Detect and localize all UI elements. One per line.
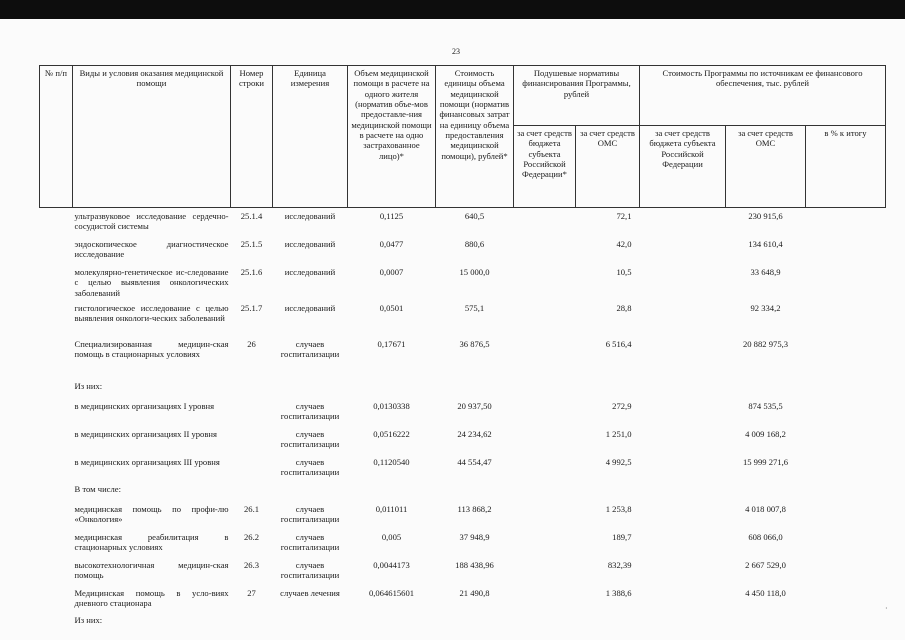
cell-unit: исследований <box>284 211 336 221</box>
header-unit: Единица измерения <box>273 66 348 208</box>
cell-no <box>40 482 73 501</box>
cell-no <box>40 613 73 632</box>
header-program-percent: в % к итогу <box>806 126 886 208</box>
cell-per-capita-budget <box>514 379 576 398</box>
cell-no <box>40 398 73 426</box>
table-row <box>40 585 886 613</box>
cell-per-capita-budget <box>514 557 576 585</box>
cell-program-budget <box>640 529 726 557</box>
cell-per-capita-budget <box>514 208 576 237</box>
cell-program-oms: 230 915,6 <box>748 211 783 221</box>
cell-program-percent <box>806 426 886 454</box>
cell-program-percent <box>806 501 886 529</box>
cell-unit-cost: 36 876,5 <box>459 339 490 349</box>
cell-unit: случаев госпитализации <box>280 504 340 525</box>
cell-unit-cost <box>436 482 514 501</box>
cell-unit-cost <box>436 613 514 632</box>
cell-row-number: 26 <box>247 339 256 349</box>
cell-row-number: 25.1.5 <box>240 239 263 249</box>
cell-program-percent <box>806 585 886 613</box>
cell-unit-cost: 640,5 <box>464 211 485 221</box>
cell-program-percent <box>806 482 886 501</box>
cell-volume <box>348 613 436 632</box>
cell-program-budget <box>640 501 726 529</box>
table-row <box>40 613 886 632</box>
table-row <box>40 529 886 557</box>
cell-program-oms: 4 009 168,2 <box>745 429 786 439</box>
cell-program-oms: 33 648,9 <box>750 267 781 277</box>
cell-program-percent <box>806 379 886 398</box>
cell-program-budget <box>640 613 726 632</box>
table-row <box>40 501 886 529</box>
cell-unit: исследований <box>284 267 336 277</box>
cell-program-oms: 15 999 271,6 <box>742 457 789 467</box>
cell-per-capita-oms: 1 251,0 <box>605 429 632 439</box>
cell-volume: 0,005 <box>381 532 402 542</box>
table-body <box>40 208 886 633</box>
table-row <box>40 398 886 426</box>
cell-unit-cost: 37 948,9 <box>459 532 490 542</box>
cell-per-capita-oms: 189,7 <box>612 532 632 542</box>
cell-unit: исследований <box>284 303 336 313</box>
cell-no <box>40 426 73 454</box>
cell-unit-cost: 113 868,2 <box>457 504 492 514</box>
cell-row-number: 25.1.7 <box>240 303 263 313</box>
cell-program-budget <box>640 482 726 501</box>
cell-row-number: 26.1 <box>243 504 260 514</box>
cell-program-oms: 92 334,2 <box>750 303 781 313</box>
cell-program-oms: 20 882 975,3 <box>742 339 789 349</box>
cell-unit-cost: 24 234,62 <box>457 429 492 439</box>
cell-per-capita-oms: 28,8 <box>616 303 632 313</box>
page-number: 23 <box>452 47 460 56</box>
cell-row-number <box>231 454 273 482</box>
header-per-capita-oms: за счет средств ОМС <box>576 126 640 208</box>
cell-volume <box>348 482 436 501</box>
cell-program-percent <box>806 336 886 379</box>
cell-per-capita-oms <box>576 482 640 501</box>
cell-program-oms: 608 066,0 <box>748 532 783 542</box>
cell-name: Медицинская помощь в усло-виях дневного стационара <box>74 588 229 609</box>
cell-no <box>40 557 73 585</box>
header-program-budget: за счет средств бюджета субъекта Российской Федерации <box>640 126 726 208</box>
cell-per-capita-budget <box>514 426 576 454</box>
cell-unit: случаев госпитализации <box>280 457 340 478</box>
cell-no <box>40 336 73 379</box>
table-row <box>40 208 886 237</box>
cell-program-budget <box>640 336 726 379</box>
cell-name: ультразвуковое исследование сердечно-сосудистой системы <box>74 211 229 232</box>
cell-per-capita-oms: 832,39 <box>607 560 632 570</box>
table-header <box>40 66 886 208</box>
table-row <box>40 454 886 482</box>
table-row <box>40 336 886 379</box>
cell-no <box>40 379 73 398</box>
cell-no <box>40 236 73 264</box>
cell-program-budget <box>640 300 726 336</box>
cell-row-number: 25.1.6 <box>240 267 263 277</box>
cell-no <box>40 208 73 237</box>
cell-program-budget <box>640 379 726 398</box>
cell-per-capita-budget <box>514 236 576 264</box>
cell-program-percent <box>806 208 886 237</box>
cell-unit: случаев госпитализации <box>280 532 340 553</box>
cell-program-percent <box>806 454 886 482</box>
cell-program-budget <box>640 236 726 264</box>
cell-name: высокотехнологичная медицин-ская помощь <box>74 560 229 581</box>
cell-volume: 0,1125 <box>379 211 404 221</box>
cell-per-capita-budget <box>514 300 576 336</box>
cell-name: медицинская помощь по профи-лю «Онкология» <box>74 504 229 525</box>
header-per-capita: Подушевые нормативы финансирования Программы, рублей <box>514 66 640 126</box>
cell-volume: 0,1120540 <box>373 457 410 467</box>
cell-row-number: 26.3 <box>243 560 260 570</box>
cell-volume: 0,064615601 <box>368 588 415 598</box>
cell-per-capita-oms: 4 992,5 <box>605 457 632 467</box>
cell-volume: 0,17671 <box>377 339 406 349</box>
cell-no <box>40 529 73 557</box>
cell-per-capita-oms: 10,5 <box>616 267 632 277</box>
cell-unit-cost: 20 937,50 <box>457 401 492 411</box>
cell-per-capita-budget <box>514 454 576 482</box>
cell-name: в медицинских организациях II уровня <box>74 429 217 439</box>
header-no: № п/п <box>40 66 73 208</box>
table-row <box>40 379 886 398</box>
cell-unit: случаев госпитализации <box>280 401 340 422</box>
cell-program-percent <box>806 236 886 264</box>
cell-unit-cost: 575,1 <box>464 303 485 313</box>
cell-unit: случаев лечения <box>280 588 340 598</box>
cell-name: В том числе: <box>74 484 121 494</box>
cell-row-number <box>231 398 273 426</box>
cell-program-oms <box>726 482 806 501</box>
cell-per-capita-budget <box>514 336 576 379</box>
cell-program-percent <box>806 398 886 426</box>
cell-per-capita-oms <box>576 379 640 398</box>
cell-program-oms: 4 450 118,0 <box>745 588 786 598</box>
header-program-oms: за счет средств ОМС <box>726 126 806 208</box>
cell-volume: 0,0501 <box>379 303 404 313</box>
cell-unit <box>273 482 348 501</box>
cell-unit-cost: 44 554,47 <box>457 457 492 467</box>
table-row <box>40 264 886 300</box>
cell-unit <box>273 613 348 632</box>
header-unit-cost: Стоимость единицы объема медицинской помощи (норматив финансовых затрат на единицу объема предоставления медицинской помощи), рублей* <box>436 66 514 208</box>
cell-name: молекулярно-генетическое ис-следование с целью выявления онкологических заболеваний <box>74 267 229 298</box>
cell-row-number: 25.1.4 <box>240 211 263 221</box>
cell-program-percent <box>806 613 886 632</box>
cell-program-oms <box>726 379 806 398</box>
cell-name: Из них: <box>74 381 103 391</box>
cell-name: в медицинских организациях I уровня <box>74 401 215 411</box>
cell-name: Специализированная медицин-ская помощь в стационарных условиях <box>74 339 229 360</box>
table-row <box>40 482 886 501</box>
cell-volume <box>348 379 436 398</box>
cell-unit-cost: 15 000,0 <box>459 267 490 277</box>
cell-volume: 0,011011 <box>375 504 408 514</box>
cell-row-number <box>231 613 273 632</box>
cell-name: медицинская реабилитация в стационарных условиях <box>74 532 229 553</box>
cell-per-capita-budget <box>514 613 576 632</box>
cell-per-capita-budget <box>514 585 576 613</box>
cell-program-budget <box>640 398 726 426</box>
table-row <box>40 426 886 454</box>
cell-program-oms: 4 018 007,8 <box>745 504 786 514</box>
cell-name: эндоскопическое диагностическое исследование <box>74 239 229 260</box>
cell-volume: 0,0516222 <box>373 429 410 439</box>
cell-row-number <box>231 426 273 454</box>
cell-per-capita-budget <box>514 398 576 426</box>
header-program-cost: Стоимость Программы по источникам ее финансового обеспечения, тыс. рублей <box>640 66 886 126</box>
cell-per-capita-budget <box>514 501 576 529</box>
cell-unit-cost: 21 490,8 <box>459 588 490 598</box>
cell-no <box>40 264 73 300</box>
cell-name: гистологическое исследование с целью выявления онкологи-ческих заболеваний <box>74 303 229 324</box>
cell-unit: случаев госпитализации <box>280 339 340 360</box>
scan-mark: · <box>885 604 888 613</box>
cell-per-capita-oms: 1 388,6 <box>605 588 632 598</box>
cell-program-budget <box>640 585 726 613</box>
cell-per-capita-oms: 6 516,4 <box>605 339 632 349</box>
cell-program-percent <box>806 557 886 585</box>
header-row-number: Номер строки <box>231 66 273 208</box>
financing-table <box>39 65 886 632</box>
cell-volume: 0,0044173 <box>373 560 410 570</box>
cell-row-number: 27 <box>247 588 256 598</box>
cell-unit <box>273 379 348 398</box>
cell-no <box>40 501 73 529</box>
header-per-capita-budget: за счет средств бюджета субъекта Российской Федерации* <box>514 126 576 208</box>
cell-name: в медицинских организациях III уровня <box>74 457 220 467</box>
cell-program-oms <box>726 613 806 632</box>
cell-program-oms: 2 667 529,0 <box>745 560 786 570</box>
cell-no <box>40 454 73 482</box>
cell-per-capita-budget <box>514 529 576 557</box>
cell-program-budget <box>640 426 726 454</box>
cell-row-number <box>231 482 273 501</box>
cell-no <box>40 300 73 336</box>
cell-program-budget <box>640 557 726 585</box>
cell-no <box>40 585 73 613</box>
cell-volume: 0,0477 <box>379 239 404 249</box>
cell-per-capita-oms: 72,1 <box>616 211 632 221</box>
cell-name: Из них: <box>74 615 103 625</box>
cell-unit-cost: 880,6 <box>464 239 485 249</box>
cell-row-number <box>231 379 273 398</box>
cell-unit: случаев госпитализации <box>280 429 340 450</box>
cell-unit: случаев госпитализации <box>280 560 340 581</box>
cell-program-budget <box>640 264 726 300</box>
cell-volume: 0,0130338 <box>373 401 410 411</box>
cell-program-budget <box>640 454 726 482</box>
cell-unit-cost: 188 438,96 <box>455 560 494 570</box>
cell-per-capita-oms <box>576 613 640 632</box>
cell-program-oms: 134 610,4 <box>748 239 783 249</box>
cell-row-number: 26.2 <box>243 532 260 542</box>
cell-program-percent <box>806 264 886 300</box>
table-row <box>40 300 886 336</box>
header-volume: Объем медицинской помощи в расчете на одного жителя (норматив объе-мов предоставле-ния медицинской помощи в расчете на одно застрахованное лицо)* <box>348 66 436 208</box>
cell-per-capita-budget <box>514 482 576 501</box>
cell-program-budget <box>640 208 726 237</box>
cell-volume: 0,0007 <box>379 267 404 277</box>
cell-per-capita-budget <box>514 264 576 300</box>
cell-unit: исследований <box>284 239 336 249</box>
cell-program-percent <box>806 529 886 557</box>
cell-per-capita-oms: 1 253,8 <box>605 504 632 514</box>
table-row <box>40 557 886 585</box>
cell-per-capita-oms: 272,9 <box>612 401 632 411</box>
header-kind: Виды и условия оказания медицинской помощи <box>73 66 231 208</box>
cell-per-capita-oms: 42,0 <box>616 239 632 249</box>
cell-program-percent <box>806 300 886 336</box>
scan-top-bar <box>0 0 905 19</box>
cell-unit-cost <box>436 379 514 398</box>
cell-program-oms: 874 535,5 <box>748 401 783 411</box>
table-row <box>40 236 886 264</box>
